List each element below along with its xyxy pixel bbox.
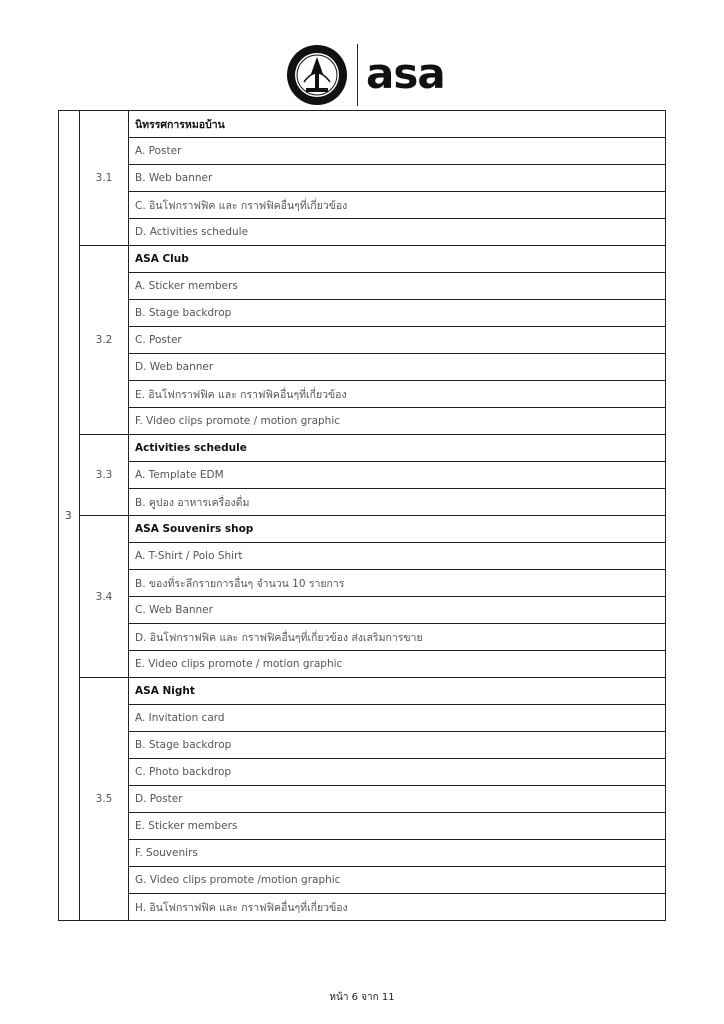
association-seal-logo (286, 44, 348, 106)
table-row (59, 543, 666, 570)
table-row (59, 732, 666, 759)
deliverable-item: B. Stage backdrop (129, 300, 666, 327)
svg-text:asa: asa (366, 52, 445, 96)
deliverable-item: A. Invitation card (129, 705, 666, 732)
subsection-number: 3.3 (80, 435, 129, 516)
deliverable-item: E. Sticker members (129, 813, 666, 840)
group-row (59, 246, 666, 273)
subsection-number: 3.5 (80, 678, 129, 921)
table-row (59, 651, 666, 678)
table-row (59, 597, 666, 624)
table-row (59, 192, 666, 219)
subsection-title: ASA Club (129, 246, 666, 273)
deliverable-item: E. Video clips promote / motion graphic (129, 651, 666, 678)
section-number: 3 (59, 111, 80, 921)
table-row (59, 408, 666, 435)
asa-logo (366, 52, 456, 96)
table-row (59, 327, 666, 354)
deliverable-item: C. Web Banner (129, 597, 666, 624)
group-row (59, 516, 666, 543)
deliverable-item: A. Sticker members (129, 273, 666, 300)
table-row (59, 273, 666, 300)
subsection-number: 3.4 (80, 516, 129, 678)
table-row (59, 462, 666, 489)
deliverable-item: B. Stage backdrop (129, 732, 666, 759)
table-row (59, 867, 666, 894)
group-row (59, 111, 666, 138)
table-row (59, 786, 666, 813)
deliverable-item: D. Web banner (129, 354, 666, 381)
table-row (59, 624, 666, 651)
table-row (59, 138, 666, 165)
deliverable-item: B. ของที่ระลึกรายการอื่นๆ จำนวน 10 รายการ (129, 570, 666, 597)
table-row (59, 813, 666, 840)
deliverable-item: C. Poster (129, 327, 666, 354)
subsection-title: นิทรรศการหมอบ้าน (129, 111, 666, 138)
deliverable-item: B. Web banner (129, 165, 666, 192)
page-header (0, 0, 724, 110)
group-row (59, 435, 666, 462)
table-row (59, 894, 666, 921)
group-row (59, 678, 666, 705)
table-row (59, 705, 666, 732)
subsection-title: ASA Souvenirs shop (129, 516, 666, 543)
table-row (59, 219, 666, 246)
deliverable-item: D. Activities schedule (129, 219, 666, 246)
header-divider (357, 44, 358, 106)
deliverable-item: D. Poster (129, 786, 666, 813)
subsection-number: 3.2 (80, 246, 129, 435)
deliverable-item: C. Photo backdrop (129, 759, 666, 786)
table-row (59, 759, 666, 786)
deliverable-item: A. Poster (129, 138, 666, 165)
deliverable-item: D. อินโฟกราฟฟิค และ กราฟฟิคอื่นๆที่เกี่ยวข้อง ส่งเสริมการขาย (129, 624, 666, 651)
subsection-title: Activities schedule (129, 435, 666, 462)
table-row (59, 354, 666, 381)
deliverable-item: A. T-Shirt / Polo Shirt (129, 543, 666, 570)
deliverable-item: B. คูปอง อาหารเครื่องดื่ม (129, 489, 666, 516)
deliverable-item: F. Souvenirs (129, 840, 666, 867)
table-row (59, 300, 666, 327)
table-row (59, 570, 666, 597)
deliverable-item: E. อินโฟกราฟฟิค และ กราฟฟิคอื่นๆที่เกี่ยวข้อง (129, 381, 666, 408)
deliverable-item: H. อินโฟกราฟฟิค และ กราฟฟิคอื่นๆที่เกี่ยวข้อง (129, 894, 666, 921)
table-row (59, 165, 666, 192)
deliverable-item: F. Video clips promote / motion graphic (129, 408, 666, 435)
deliverables-table (58, 110, 666, 921)
subsection-title: ASA Night (129, 678, 666, 705)
deliverable-item: G. Video clips promote /motion graphic (129, 867, 666, 894)
deliverable-item: C. อินโฟกราฟฟิค และ กราฟฟิคอื่นๆที่เกี่ยวข้อง (129, 192, 666, 219)
table-row (59, 840, 666, 867)
table-row (59, 489, 666, 516)
page-number-footer: หน้า 6 จาก 11 (329, 992, 395, 1003)
deliverable-item: A. Template EDM (129, 462, 666, 489)
table-row (59, 381, 666, 408)
subsection-number: 3.1 (80, 111, 129, 246)
